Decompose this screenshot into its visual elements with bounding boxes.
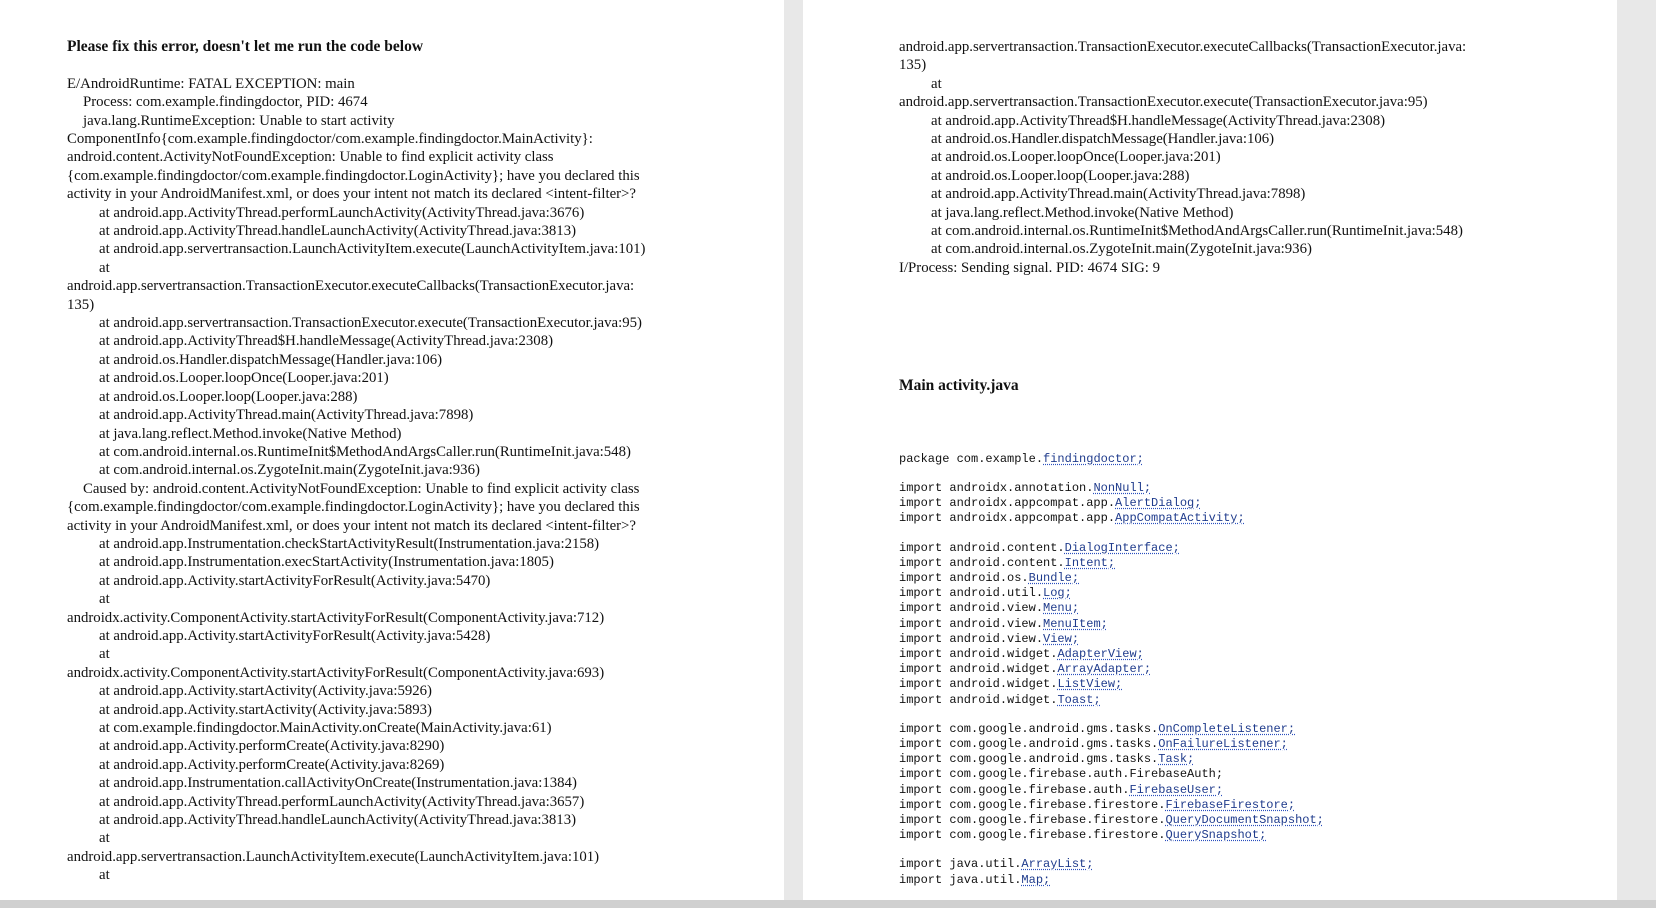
trace-line: {com.example.findingdoctor/com.example.findingdoctor.LoginActivity}; have you declared this — [67, 499, 640, 516]
code-text: import android.widget. — [899, 677, 1058, 692]
trace-line: at android.app.ActivityThread.handleLaunchActivity(ActivityThread.java:3813) — [99, 812, 577, 829]
code-text: import com.google.firebase.auth. — [899, 782, 1130, 797]
stack-trace-right — [899, 38, 1597, 277]
trace-line: at java.lang.reflect.Method.invoke(Native Method) — [99, 425, 402, 442]
trace-line: at android.app.Instrumentation.callActivityOnCreate(Instrumentation.java:1384) — [99, 775, 577, 792]
trace-line: at android.app.ActivityThread.performLaunchActivity(ActivityThread.java:3676) — [99, 204, 585, 221]
code-blank-line — [899, 843, 1597, 857]
trace-line: at android.app.Instrumentation.execStartActivity(Instrumentation.java:1805) — [99, 554, 554, 571]
code-line — [899, 647, 1597, 662]
trace-line: at — [99, 591, 110, 608]
code-class-link[interactable]: AlertDialog; — [1115, 496, 1202, 511]
trace-line: at android.app.ActivityThread$H.handleMessage(ActivityThread.java:2308) — [931, 112, 1386, 129]
trace-line: Caused by: android.content.ActivityNotFoundException: Unable to find explicit activity class — [83, 480, 640, 497]
code-line — [899, 783, 1597, 798]
trace-line: at android.os.Looper.loopOnce(Looper.java:201) — [931, 149, 1221, 166]
trace-line: at android.os.Handler.dispatchMessage(Handler.java:106) — [931, 131, 1275, 148]
trace-line: android.app.servertransaction.TransactionExecutor.executeCallbacks(TransactionExecutor.java: — [899, 39, 1467, 55]
code-class-link[interactable]: OnFailureListener; — [1158, 736, 1288, 751]
code-class-link[interactable]: ArrayList; — [1021, 857, 1094, 872]
code-blank-line — [899, 527, 1597, 541]
code-text: package com.example. — [899, 451, 1044, 466]
trace-line: activity in your AndroidManifest.xml, or does your intent not match its declared <intent-filter>? — [67, 186, 636, 203]
code-class-link[interactable]: AdapterView; — [1057, 646, 1144, 661]
code-class-link[interactable]: MenuItem; — [1043, 616, 1108, 631]
trace-line: androidx.activity.ComponentActivity.startActivityForResult(ComponentActivity.java:712) — [67, 609, 605, 626]
trace-line: at android.os.Looper.loop(Looper.java:288) — [931, 167, 1190, 184]
code-text: import android.util. — [899, 586, 1044, 601]
code-line — [899, 452, 1597, 467]
trace-line: at android.app.ActivityThread.performLaunchActivity(ActivityThread.java:3657) — [99, 793, 585, 810]
code-class-link[interactable]: View; — [1043, 631, 1080, 646]
spacer — [67, 56, 764, 74]
code-text: import com.google.firebase.auth.FirebaseAuth; — [899, 767, 1224, 782]
trace-line: at android.app.Activity.performCreate(Activity.java:8269) — [99, 756, 445, 773]
code-line — [899, 481, 1597, 496]
code-text: import com.google.firebase.firestore. — [899, 812, 1166, 827]
code-line — [899, 767, 1597, 782]
trace-line: at android.os.Looper.loop(Looper.java:288) — [99, 388, 358, 405]
code-text: import android.view. — [899, 601, 1044, 616]
trace-line: at com.example.findingdoctor.MainActivity.onCreate(MainActivity.java:61) — [99, 720, 552, 737]
code-line — [899, 857, 1597, 872]
code-line — [899, 496, 1597, 511]
code-class-link[interactable]: findingdoctor; — [1043, 451, 1144, 466]
code-text: import com.google.firebase.firestore. — [899, 828, 1166, 843]
code-text: import android.os. — [899, 570, 1029, 585]
code-text: import android.view. — [899, 616, 1044, 631]
code-text: import com.google.android.gms.tasks. — [899, 721, 1159, 736]
code-text: import android.content. — [899, 540, 1065, 555]
code-class-link[interactable]: Map; — [1021, 872, 1051, 887]
code-text: import android.widget. — [899, 662, 1058, 677]
code-line — [899, 662, 1597, 677]
trace-line: at android.app.Activity.startActivityForResult(Activity.java:5470) — [99, 572, 491, 589]
code-text: import android.view. — [899, 631, 1044, 646]
code-class-link[interactable]: FirebaseUser; — [1129, 782, 1224, 797]
document-page-right — [803, 0, 1617, 900]
trace-line: at android.app.Activity.startActivity(Activity.java:5893) — [99, 701, 432, 718]
code-text: import com.google.android.gms.tasks. — [899, 736, 1159, 751]
trace-line: I/Process: Sending signal. PID: 4674 SIG: 9 — [899, 259, 1160, 276]
code-class-link[interactable]: Menu; — [1043, 601, 1080, 616]
question-heading: Please fix this error, doesn't let me run the code below — [67, 38, 424, 55]
code-class-link[interactable]: Task; — [1158, 752, 1195, 767]
code-line — [899, 752, 1597, 767]
trace-line: at android.app.ActivityThread.handleLaunchActivity(ActivityThread.java:3813) — [99, 223, 577, 240]
trace-line: at android.app.Instrumentation.checkStartActivityResult(Instrumentation.java:2158) — [99, 535, 600, 552]
code-class-link[interactable]: DialogInterface; — [1064, 540, 1180, 555]
code-class-link[interactable]: NonNull; — [1093, 480, 1152, 495]
trace-line: android.app.servertransaction.LaunchActivityItem.execute(LaunchActivityItem.java:101) — [67, 848, 600, 865]
code-class-link[interactable]: Bundle; — [1028, 570, 1080, 585]
trace-line: android.app.servertransaction.TransactionExecutor.executeCallbacks(TransactionExecutor.java: — [67, 278, 635, 295]
trace-line: 135) — [899, 57, 927, 74]
document-page-left — [0, 0, 784, 900]
trace-line: java.lang.RuntimeException: Unable to start activity — [83, 112, 395, 129]
code-class-link[interactable]: ArrayAdapter; — [1057, 662, 1152, 677]
code-text: import androidx.appcompat.app. — [899, 511, 1116, 526]
trace-line: at android.os.Looper.loopOnce(Looper.java:201) — [99, 370, 389, 387]
code-line — [899, 693, 1597, 708]
trace-line: at com.android.internal.os.ZygoteInit.main(ZygoteInit.java:936) — [99, 462, 480, 479]
trace-line: E/AndroidRuntime: FATAL EXCEPTION: main — [67, 75, 355, 92]
trace-line: at — [931, 75, 942, 92]
code-line — [899, 798, 1597, 813]
trace-line: at android.os.Handler.dispatchMessage(Handler.java:106) — [99, 351, 443, 368]
code-text: import androidx.appcompat.app. — [899, 496, 1116, 511]
code-line — [899, 632, 1597, 647]
code-class-link[interactable]: Log; — [1043, 586, 1072, 601]
code-class-link[interactable]: ListView; — [1057, 677, 1123, 692]
code-class-link[interactable]: OnCompleteListener; — [1158, 721, 1296, 736]
code-class-link[interactable]: Intent; — [1064, 555, 1116, 570]
trace-line: at com.android.internal.os.ZygoteInit.main(ZygoteInit.java:936) — [931, 241, 1312, 258]
trace-line: at — [99, 867, 110, 884]
trace-line: Process: com.example.findingdoctor, PID: 4674 — [83, 94, 368, 111]
code-class-link[interactable]: AppCompatActivity; — [1115, 511, 1245, 526]
code-class-link[interactable]: QuerySnapshot; — [1165, 828, 1267, 843]
trace-line: at android.app.Activity.startActivity(Activity.java:5926) — [99, 683, 432, 700]
code-text: import android.content. — [899, 555, 1065, 570]
code-line — [899, 737, 1597, 752]
trace-line: at android.app.ActivityThread$H.handleMessage(ActivityThread.java:2308) — [99, 333, 554, 350]
trace-line: at android.app.Activity.performCreate(Activity.java:8290) — [99, 738, 445, 755]
code-blank-line — [899, 708, 1597, 722]
code-line — [899, 677, 1597, 692]
code-line — [899, 541, 1597, 556]
trace-line: at — [99, 646, 110, 663]
code-text: import com.google.android.gms.tasks. — [899, 752, 1159, 767]
trace-line: android.content.ActivityNotFoundException: Unable to find explicit activity class — [67, 149, 554, 166]
code-block — [899, 452, 1597, 888]
code-blank-line — [899, 467, 1597, 481]
trace-line: at com.android.internal.os.RuntimeInit$MethodAndArgsCaller.run(RuntimeInit.java:548) — [99, 443, 631, 460]
trace-line: androidx.activity.ComponentActivity.startActivityForResult(ComponentActivity.java:693) — [67, 664, 605, 681]
code-line — [899, 813, 1597, 828]
code-line — [899, 556, 1597, 571]
trace-line: at java.lang.reflect.Method.invoke(Native Method) — [931, 204, 1234, 221]
trace-line: at android.app.servertransaction.TransactionExecutor.execute(TransactionExecutor.java:95) — [99, 315, 642, 332]
code-text: import java.util. — [899, 857, 1022, 872]
trace-line: ComponentInfo{com.example.findingdoctor/com.example.findingdoctor.MainActivity}: — [67, 131, 593, 148]
code-class-link[interactable]: FirebaseFirestore; — [1165, 797, 1296, 812]
trace-line: at android.app.servertransaction.LaunchActivityItem.execute(LaunchActivityItem.java:101) — [99, 241, 646, 258]
trace-line: at android.app.ActivityThread.main(ActivityThread.java:7898) — [99, 407, 474, 424]
stack-trace-left — [67, 75, 764, 885]
trace-line: at — [99, 259, 110, 276]
code-line — [899, 617, 1597, 632]
code-text: import androidx.annotation. — [899, 480, 1094, 495]
code-line — [899, 601, 1597, 616]
code-class-link[interactable]: QueryDocumentSnapshot; — [1165, 812, 1324, 827]
trace-line: at — [99, 830, 110, 847]
code-line — [899, 828, 1597, 843]
trace-line: {com.example.findingdoctor/com.example.findingdoctor.LoginActivity}; have you declared this — [67, 167, 640, 184]
trace-line: at com.android.internal.os.RuntimeInit$MethodAndArgsCaller.run(RuntimeInit.java:548) — [931, 223, 1463, 240]
trace-line: at android.app.Activity.startActivityForResult(Activity.java:5428) — [99, 627, 491, 644]
code-text: import android.widget. — [899, 646, 1058, 661]
code-class-link[interactable]: Toast; — [1057, 692, 1101, 707]
code-heading: Main activity.java — [899, 377, 1019, 395]
trace-line: at android.app.ActivityThread.main(ActivityThread.java:7898) — [931, 186, 1306, 203]
code-text: import java.util. — [899, 872, 1022, 887]
trace-line: android.app.servertransaction.TransactionExecutor.execute(TransactionExecutor.java:95) — [899, 94, 1428, 111]
code-line — [899, 571, 1597, 586]
trace-line: activity in your AndroidManifest.xml, or does your intent not match its declared <intent-filter>? — [67, 517, 636, 534]
trace-line: 135) — [67, 296, 95, 313]
horizontal-scrollbar[interactable] — [0, 900, 1656, 908]
code-line — [899, 511, 1597, 526]
code-text: import com.google.firebase.firestore. — [899, 797, 1166, 812]
code-line — [899, 586, 1597, 601]
code-line — [899, 873, 1597, 888]
code-line — [899, 722, 1597, 737]
code-text: import android.widget. — [899, 692, 1058, 707]
